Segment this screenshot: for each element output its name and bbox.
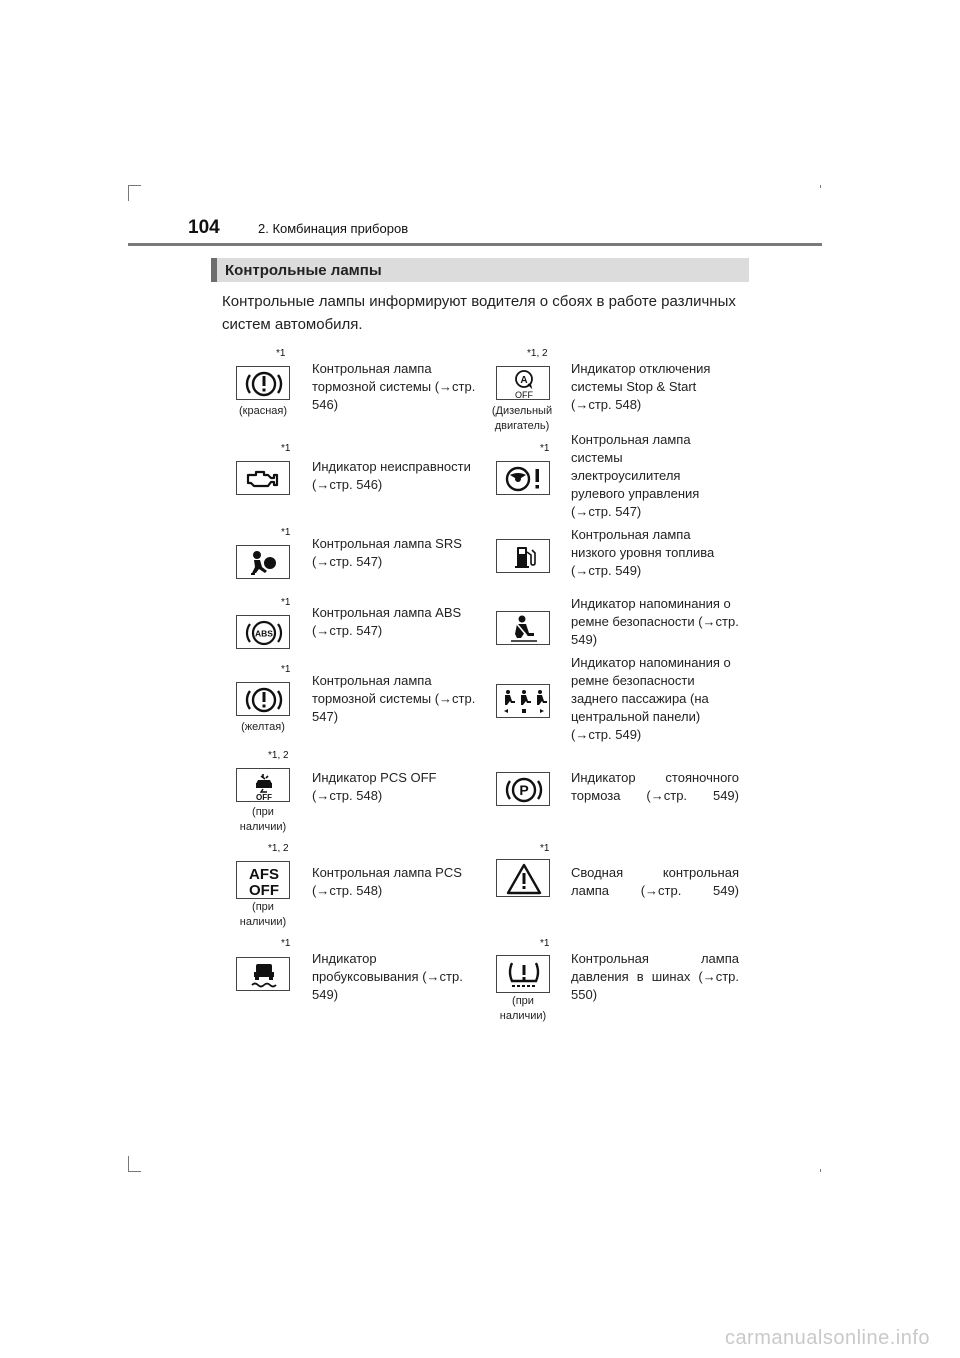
lamp-description: Контрольная лампа давления в шинах (→стр. 550) bbox=[571, 951, 739, 1002]
lamp-description: Контрольная лампа тормозной системы (→стр. 546) bbox=[312, 361, 476, 412]
lamp-description: Индикатор пробуксовывания (→стр. 549) bbox=[312, 951, 463, 1002]
lamp-description: Контрольная лампа системы электроусилителя рулевого управления (→стр. 547) bbox=[571, 432, 700, 519]
footnote-marker: *1, 2 bbox=[527, 348, 548, 359]
icon-caption: (при наличии) bbox=[239, 806, 287, 833]
rear-seatbelt-icon bbox=[496, 684, 550, 718]
lamp-description: Контрольная лампа PCS (→стр. 548) bbox=[312, 865, 462, 898]
brake-warning-yellow-icon bbox=[236, 682, 290, 716]
page-number: 104 bbox=[188, 217, 220, 238]
afs-off-label: OFF bbox=[249, 882, 279, 899]
icon-caption: (при наличии) bbox=[499, 995, 547, 1022]
footnote-marker: *1 bbox=[540, 443, 550, 454]
afs-off-icon bbox=[236, 861, 290, 899]
watermark: carmanualsonline.info bbox=[724, 1327, 930, 1349]
pcs-off-icon bbox=[236, 768, 290, 802]
lamp-description: Контрольная лампа SRS (→стр. 547) bbox=[312, 536, 462, 569]
header-divider bbox=[128, 243, 822, 246]
crop-mark bbox=[128, 1156, 129, 1172]
footnote-marker: *1 bbox=[281, 443, 291, 454]
stop-start-off-label: OFF bbox=[515, 390, 533, 400]
pcs-off-label: OFF bbox=[256, 793, 272, 802]
icon-caption: (Дизельный двигатель) bbox=[491, 405, 553, 432]
svg-text:A: A bbox=[520, 375, 528, 386]
crop-mark bbox=[820, 185, 821, 188]
icon-caption: (при наличии) bbox=[239, 901, 287, 928]
crop-mark bbox=[128, 1171, 141, 1172]
lamp-description: Индикатор напоминания о ремне безопасности заднего пассажира (на центральной панели) (→стр. 549) bbox=[571, 655, 731, 742]
lamp-description: Контрольная лампа тормозной системы (→стр. 547) bbox=[312, 673, 476, 724]
footnote-marker: *1 bbox=[281, 597, 291, 608]
fuel-pump-icon bbox=[496, 539, 550, 573]
parking-brake-icon bbox=[496, 772, 550, 806]
lamp-description: Контрольная лампа ABS (→стр. 547) bbox=[312, 605, 462, 638]
lamp-description: Индикатор неисправности (→стр. 546) bbox=[312, 459, 471, 492]
crop-mark bbox=[820, 1169, 821, 1172]
chapter-title: 2. Комбинация приборов bbox=[258, 221, 409, 236]
footnote-marker: *1 bbox=[281, 664, 291, 675]
tire-pressure-icon bbox=[496, 955, 550, 993]
lamp-description: Индикатор напоминания о ремне безопасности (→стр. 549) bbox=[571, 596, 739, 647]
lamp-description: Индикатор стояночного тормоза (→стр. 549) bbox=[571, 770, 739, 803]
parking-brake-label: P bbox=[519, 782, 529, 798]
afs-label: AFS bbox=[249, 866, 279, 883]
slip-indicator-icon bbox=[236, 957, 290, 991]
footnote-marker: *1, 2 bbox=[268, 750, 289, 761]
footnote-marker: *1 bbox=[281, 527, 291, 538]
section-header bbox=[211, 258, 749, 282]
brake-warning-icon bbox=[236, 366, 290, 400]
stop-start-off-icon bbox=[496, 366, 550, 400]
lamp-description: Контрольная лампа низкого уровня топлива (→стр. 549) bbox=[571, 527, 715, 578]
lamp-description: Индикатор PCS OFF (→стр. 548) bbox=[312, 770, 437, 803]
footnote-marker: *1 bbox=[540, 938, 550, 949]
seatbelt-icon bbox=[496, 611, 550, 645]
section-accent bbox=[211, 258, 217, 282]
master-warning-icon bbox=[496, 859, 550, 897]
footnote-marker: *1, 2 bbox=[268, 843, 289, 854]
check-engine-icon bbox=[236, 461, 290, 495]
icon-caption: (желтая) bbox=[241, 721, 285, 733]
footnote-marker: *1 bbox=[281, 938, 291, 949]
footnote-marker: *1 bbox=[540, 843, 550, 854]
lamp-description: Сводная контрольная лампа (→стр. 549) bbox=[571, 865, 739, 898]
footnote-marker: *1 bbox=[276, 348, 286, 359]
power-steering-icon bbox=[496, 461, 550, 495]
lamp-description: Индикатор отключения системы Stop & Start (→стр. 548) bbox=[571, 361, 711, 412]
icon-caption: (красная) bbox=[238, 405, 288, 417]
srs-airbag-icon bbox=[236, 545, 290, 579]
crop-mark bbox=[128, 185, 129, 201]
section-intro: Контрольные лампы информируют водителя о сбоях в работе различных систем автомобиля. bbox=[222, 293, 736, 333]
section-title: Контрольные лампы bbox=[225, 262, 382, 279]
abs-label: ABS bbox=[255, 628, 273, 639]
abs-icon bbox=[236, 615, 290, 649]
crop-mark bbox=[128, 185, 141, 186]
